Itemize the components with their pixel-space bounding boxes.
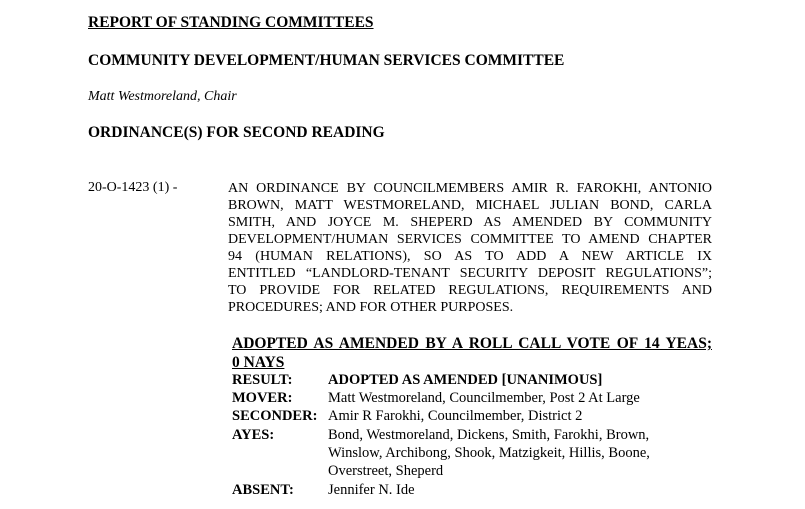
mover-value: Matt Westmoreland, Councilmember, Post 2 At Large bbox=[328, 390, 640, 406]
absent-value: Jennifer N. Ide bbox=[328, 482, 415, 498]
ayes-label: AYES: bbox=[232, 427, 275, 443]
action-line-2: 0 NAYS bbox=[232, 354, 285, 371]
ordinance-line: AN ORDINANCE BY COUNCILMEMBERS AMIR R. FAROKHI, ANTONIO bbox=[228, 181, 712, 196]
ordinance-line: BROWN, MATT WESTMORELAND, MICHAEL JULIAN BOND, CARLA bbox=[228, 198, 712, 213]
seconder-label: SECONDER: bbox=[232, 408, 318, 424]
result-label: RESULT: bbox=[232, 372, 293, 388]
report-title: REPORT OF STANDING COMMITTEES bbox=[88, 14, 374, 31]
ayes-line: Winslow, Archibong, Shook, Matzigkeit, Hillis, Boone, bbox=[328, 445, 650, 461]
committee-chair: Matt Westmoreland, Chair bbox=[88, 89, 237, 104]
action-line-1: ADOPTED AS AMENDED BY A ROLL CALL VOTE OF 14 YEAS; bbox=[232, 335, 712, 352]
seconder-value: Amir R Farokhi, Councilmember, District 2 bbox=[328, 408, 583, 424]
ordinance-line: SMITH, AND JOYCE M. SHEPERD AS AMENDED BY COMMUNITY bbox=[228, 215, 712, 230]
action-heading bbox=[232, 334, 712, 372]
ayes-line: Overstreet, Sheperd bbox=[328, 463, 444, 479]
section-title: ORDINANCE(S) FOR SECOND READING bbox=[88, 124, 385, 141]
ordinance-line: TO PROVIDE FOR RELATED REGULATIONS, REQUIREMENTS AND bbox=[228, 283, 712, 298]
result-value: ADOPTED AS AMENDED [UNANIMOUS] bbox=[328, 372, 603, 388]
mover-label: MOVER: bbox=[232, 390, 293, 406]
committee-name: COMMUNITY DEVELOPMENT/HUMAN SERVICES COMMITTEE bbox=[88, 52, 565, 69]
absent-label: ABSENT: bbox=[232, 482, 294, 498]
ordinance-text bbox=[228, 180, 712, 316]
ordinance-line: DEVELOPMENT/HUMAN SERVICES COMMITTEE TO AMEND CHAPTER bbox=[228, 232, 712, 247]
item-number: 20-O-1423 (1) - bbox=[88, 180, 178, 195]
ordinance-line: PROCEDURES; AND FOR OTHER PURPOSES. bbox=[228, 300, 514, 315]
ordinance-line: 94 (HUMAN RELATIONS), SO AS TO ADD A NEW ARTICLE IX bbox=[228, 249, 712, 264]
ayes-line: Bond, Westmoreland, Dickens, Smith, Farokhi, Brown, bbox=[328, 427, 650, 443]
ordinance-line: ENTITLED “LANDLORD-TENANT SECURITY DEPOSIT REGULATIONS”; bbox=[228, 266, 712, 281]
